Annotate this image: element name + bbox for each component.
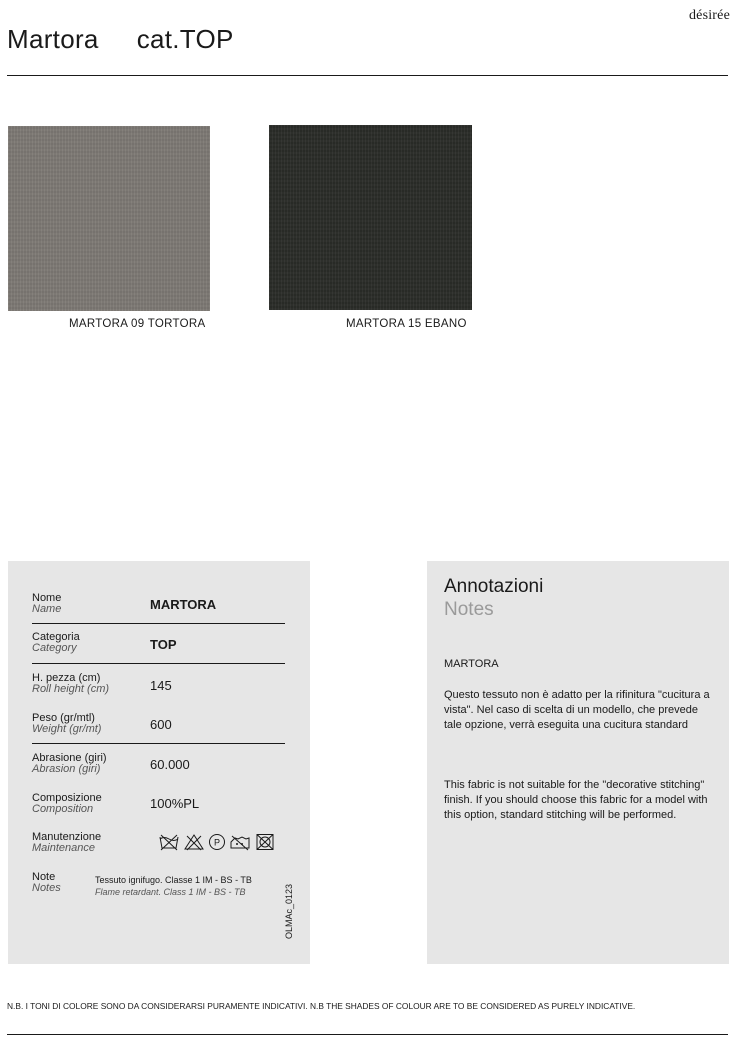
spec-label: H. pezza (cm) — [32, 672, 101, 684]
no-dryer-icon — [254, 833, 276, 851]
top-divider — [7, 75, 728, 76]
dry-clean-p-icon — [208, 833, 226, 851]
no-tumble-dry-icon — [229, 833, 251, 851]
spec-value: MARTORA — [150, 597, 217, 612]
spec-label: Composizione — [32, 792, 102, 804]
product-category: cat.TOP — [136, 24, 234, 54]
no-bleach-icon — [183, 833, 205, 851]
spec-label-en: Abrasion (giri) — [32, 763, 101, 775]
spec-label-en: Name — [32, 603, 62, 615]
bottom-divider — [7, 1034, 728, 1035]
spec-label: Note — [32, 871, 56, 883]
notes-card — [427, 561, 729, 964]
brand-logo: désirée — [688, 8, 730, 23]
spec-label-en: Weight (gr/mt) — [32, 723, 102, 735]
spec-label-en: Maintenance — [32, 842, 95, 854]
spec-label: Nome — [32, 592, 62, 604]
spec-label-en: Notes — [32, 882, 61, 894]
notes-paragraph-en: This fabric is not suitable for the "decorative stitching" finish. If you should choose this fabric for a model with this option, standard stitching will be performed. — [444, 779, 708, 821]
spec-label: Categoria — [32, 631, 80, 643]
notes-heading-en: Notes — [444, 599, 494, 620]
spec-label-en: Composition — [32, 803, 94, 815]
notes-heading: Annotazioni — [444, 576, 544, 597]
page-title — [7, 24, 234, 55]
spec-value: 600 — [150, 717, 172, 732]
spec-row-roll-height — [32, 673, 285, 695]
swatch-label: MARTORA 09 TORTORA — [69, 318, 206, 330]
spec-row-abrasion — [32, 753, 285, 775]
svg-text:P: P — [213, 837, 221, 848]
care-icons — [158, 833, 276, 851]
document-code: OLMAc_0123 — [284, 883, 294, 939]
swatch-ebano — [269, 125, 472, 310]
color-disclaimer: N.B. I TONI DI COLORE SONO DA CONSIDERARSI PURAMENTE INDICATIVI. N.B THE SHADES OF COLOUR ARE TO BE CONSIDERED AS PURELY INDICATIVE. — [7, 1001, 636, 1011]
notes-paragraph-it: Questo tessuto non è adatto per la rifinitura "cucitura a vista". Nel caso di scelta di un modello, che prevede tale opzione, verrà eseguita una cucitura standard — [444, 689, 710, 731]
notes-value-it: Tessuto ignifugo. Classe 1 IM - BS - TB — [95, 875, 252, 885]
divider — [32, 623, 285, 624]
no-wash-icon — [158, 833, 180, 851]
spec-notes-value — [95, 874, 252, 898]
divider — [32, 743, 285, 744]
spec-label: Peso (gr/mtl) — [32, 712, 95, 724]
divider — [32, 663, 285, 664]
swatch-label: MARTORA 15 EBANO — [346, 318, 467, 330]
spec-row-composition — [32, 793, 285, 815]
spec-value: TOP — [150, 637, 177, 652]
spec-label: Abrasione (giri) — [32, 752, 107, 764]
spec-value: 145 — [150, 678, 172, 693]
spec-value: 60.000 — [150, 757, 190, 772]
swatch-tortora — [8, 126, 210, 311]
spec-row-weight — [32, 713, 285, 735]
spec-label-en: Category — [32, 642, 77, 654]
spec-row-category — [32, 632, 285, 654]
spec-row-name — [32, 593, 285, 615]
notes-value-en: Flame retardant. Class 1 IM - BS - TB — [95, 887, 246, 897]
spec-value: 100%PL — [150, 796, 200, 811]
spec-card — [8, 561, 310, 964]
product-name: Martora — [7, 24, 99, 54]
spec-label: Manutenzione — [32, 831, 102, 843]
notes-product-name: MARTORA — [444, 658, 499, 670]
spec-label-en: Roll height (cm) — [32, 683, 110, 695]
